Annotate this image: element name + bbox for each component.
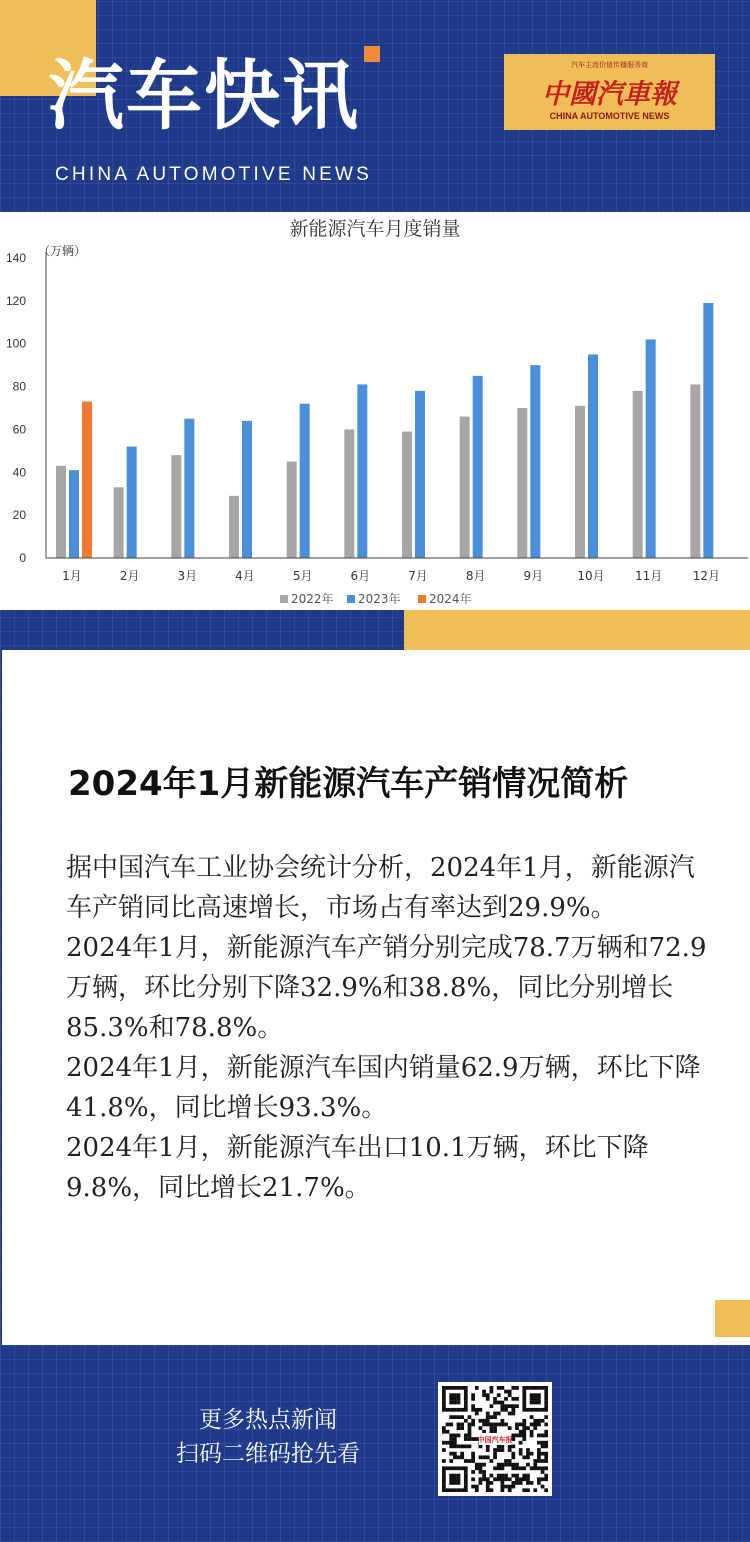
x-tick-label: 11月	[635, 569, 663, 583]
legend-label: 2024年	[429, 592, 472, 606]
header-title: 汽车快讯	[48, 51, 360, 140]
y-tick-label: 0	[19, 551, 26, 565]
bar-2022年-9月	[517, 408, 527, 558]
legend-swatch	[347, 595, 355, 603]
article-paragraph: 2024年1月，新能源汽车国内销量62.9万辆，环比下降41.8%，同比增长93.3%。	[66, 1053, 701, 1123]
article-body	[66, 848, 710, 1208]
footer-line-2: 扫码二维码抢先看	[176, 1441, 360, 1467]
bar-2022年-5月	[287, 462, 297, 558]
chart-title: 新能源汽车月度销量	[289, 218, 461, 240]
y-tick-label: 80	[12, 379, 26, 394]
bar-2023年-1月	[69, 470, 79, 558]
footer-line-1: 更多热点新闻	[199, 1407, 337, 1433]
article-card	[2, 650, 750, 1345]
article-title: 2024年1月新能源汽车产销情况简析	[68, 764, 629, 804]
y-tick-label: 20	[12, 508, 26, 523]
orange-accent-square	[364, 46, 380, 62]
bar-2023年-11月	[646, 339, 656, 558]
x-tick-label: 4月	[235, 569, 255, 583]
bar-2024年-1月	[82, 402, 92, 558]
bar-2022年-1月	[56, 466, 66, 558]
article-paragraph: 据中国汽车工业协会统计分析，2024年1月，新能源汽车产销同比高速增长，市场占有率达到29.9%。	[66, 853, 695, 923]
logo-name: 中國汽車報	[542, 79, 677, 110]
legend-swatch	[418, 595, 426, 603]
bar-2022年-7月	[402, 432, 412, 558]
legend-swatch	[280, 595, 288, 603]
sales-bar-chart	[0, 212, 750, 610]
qr-center-label: 中国汽车报	[477, 1435, 513, 1444]
chart-bars	[56, 303, 713, 558]
bar-2023年-9月	[530, 365, 540, 558]
x-tick-label: 10月	[577, 569, 605, 583]
bar-2023年-10月	[588, 354, 598, 558]
chart-panel	[0, 212, 750, 610]
article-paragraph: 2024年1月，新能源汽车出口10.1万辆，环比下降9.8%，同比增长21.7%。	[66, 1133, 649, 1203]
bar-2023年-3月	[184, 419, 194, 558]
y-tick-label: 140	[5, 251, 26, 265]
x-tick-label: 3月	[177, 569, 198, 583]
bar-2023年-4月	[242, 421, 252, 558]
legend-label: 2023年	[358, 592, 401, 606]
y-tick-label: 60	[12, 422, 26, 437]
x-tick-label: 8月	[465, 569, 486, 583]
x-axis	[46, 558, 748, 583]
chart-y-axis-label: （万辆）	[38, 244, 87, 258]
logo-tagline: 汽车主流价值传播服务商	[571, 62, 648, 69]
bar-2022年-11月	[633, 391, 643, 558]
bar-2023年-7月	[415, 391, 425, 558]
bar-2023年-6月	[357, 384, 367, 558]
qr-code-icon[interactable]	[442, 1386, 548, 1492]
x-tick-label: 6月	[350, 569, 371, 583]
chart-legend	[280, 591, 472, 606]
x-tick-label: 2月	[119, 569, 140, 583]
bar-2022年-10月	[575, 406, 585, 558]
y-tick-label: 40	[12, 465, 26, 480]
bar-2023年-12月	[703, 303, 713, 558]
x-tick-label: 7月	[408, 569, 428, 583]
y-axis	[6, 251, 46, 565]
bar-2023年-5月	[300, 404, 310, 558]
bar-2022年-12月	[690, 384, 700, 558]
x-tick-label: 1月	[62, 569, 82, 583]
bar-2022年-4月	[229, 496, 239, 558]
chart-bottom-accent-strip	[404, 610, 750, 650]
x-tick-label: 5月	[292, 569, 313, 583]
bar-2022年-2月	[114, 487, 124, 558]
bar-2023年-8月	[473, 376, 483, 558]
card-corner-accent	[715, 1300, 750, 1337]
bar-2022年-6月	[344, 429, 354, 558]
y-tick-label: 100	[5, 336, 26, 351]
bar-2022年-3月	[171, 455, 181, 558]
x-tick-label: 9月	[523, 569, 544, 583]
legend-label: 2022年	[291, 592, 334, 606]
article-paragraph: 2024年1月，新能源汽车产销分别完成78.7万辆和72.9万辆，环比分别下降32.9%和38.8%，同比分别增长85.3%和78.8%。	[66, 933, 707, 1043]
header-subtitle: CHINA AUTOMOTIVE NEWS	[55, 164, 373, 185]
x-tick-label: 12月	[692, 569, 720, 583]
y-tick-label: 120	[5, 293, 26, 308]
footer-call-to-action	[140, 1403, 396, 1471]
newspaper-logo	[504, 54, 715, 130]
bar-2023年-2月	[127, 447, 137, 558]
logo-english: CHINA AUTOMOTIVE NEWS	[549, 111, 670, 121]
qr-code[interactable]	[438, 1382, 552, 1496]
bar-2022年-8月	[460, 417, 470, 558]
